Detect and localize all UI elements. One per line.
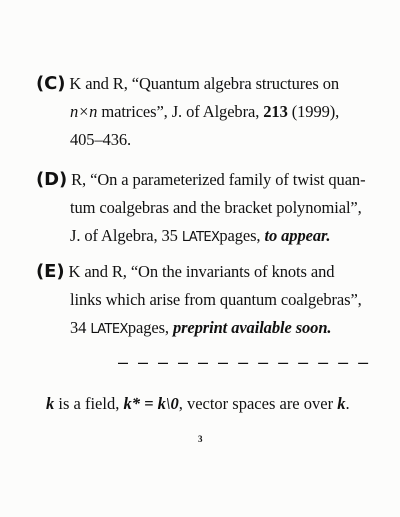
- reference-c-pages: 405–436.: [70, 130, 132, 149]
- field-symbol-k-end: k: [337, 394, 346, 413]
- reference-d-latex-logo: LATEX: [181, 230, 220, 245]
- reference-c-line-3: [36, 126, 366, 154]
- reference-d-line-3: [36, 222, 366, 252]
- reference-c: [36, 70, 366, 154]
- reference-d: [36, 166, 366, 252]
- reference-e-text-2: links which arise from quantum coalgebras”,: [70, 290, 362, 309]
- reference-d-text-2: tum coalgebras and the bracket polynomial”,: [70, 198, 362, 217]
- reference-e-label: (E): [36, 261, 65, 282]
- field-text-2: , vector spaces are over: [178, 394, 338, 413]
- reference-d-status: to appear.: [264, 226, 331, 245]
- field-text-3: .: [345, 394, 350, 413]
- reference-d-line-2: [36, 194, 366, 222]
- reference-c-text-2: matrices”, J. of Algebra,: [97, 102, 264, 121]
- reference-d-label: (D): [36, 169, 68, 190]
- field-units-definition: k* = k\0: [123, 394, 179, 413]
- reference-e-text-1: K and R, “On the invariants of knots and: [68, 262, 335, 281]
- page-number: 3: [198, 434, 203, 444]
- reference-c-year: (1999),: [287, 102, 340, 121]
- reference-e-latex-logo: LATEX: [90, 322, 128, 337]
- reference-e-status: preprint available soon.: [172, 318, 332, 337]
- reference-c-text-1: K and R, “Quantum algebra structures on: [69, 74, 340, 93]
- reference-e-line-3: [36, 314, 366, 344]
- reference-c-volume: 213: [263, 102, 288, 121]
- reference-e: [36, 258, 366, 344]
- dashed-separator: – – – – – – – – – – – – –: [118, 352, 371, 372]
- reference-d-pages-word: pages,: [219, 226, 265, 245]
- reference-e-pages-word: pages,: [127, 318, 173, 337]
- field-text-1: is a field,: [54, 394, 124, 413]
- reference-c-matrix-size: n×n: [70, 102, 98, 121]
- field-statement: [46, 394, 350, 414]
- reference-e-line-1: [36, 258, 366, 286]
- reference-c-line-1: [36, 70, 366, 98]
- field-symbol-k: k: [46, 394, 55, 413]
- reference-d-text-3: J. of Algebra, 35: [70, 226, 182, 245]
- reference-d-line-1: [36, 166, 366, 194]
- reference-e-text-3: 34: [70, 318, 91, 337]
- reference-c-label: (C): [36, 73, 66, 94]
- reference-e-line-2: [36, 286, 366, 314]
- reference-c-line-2: [36, 98, 366, 126]
- reference-d-text-1: R, “On a parameterized family of twist quan-: [71, 170, 366, 189]
